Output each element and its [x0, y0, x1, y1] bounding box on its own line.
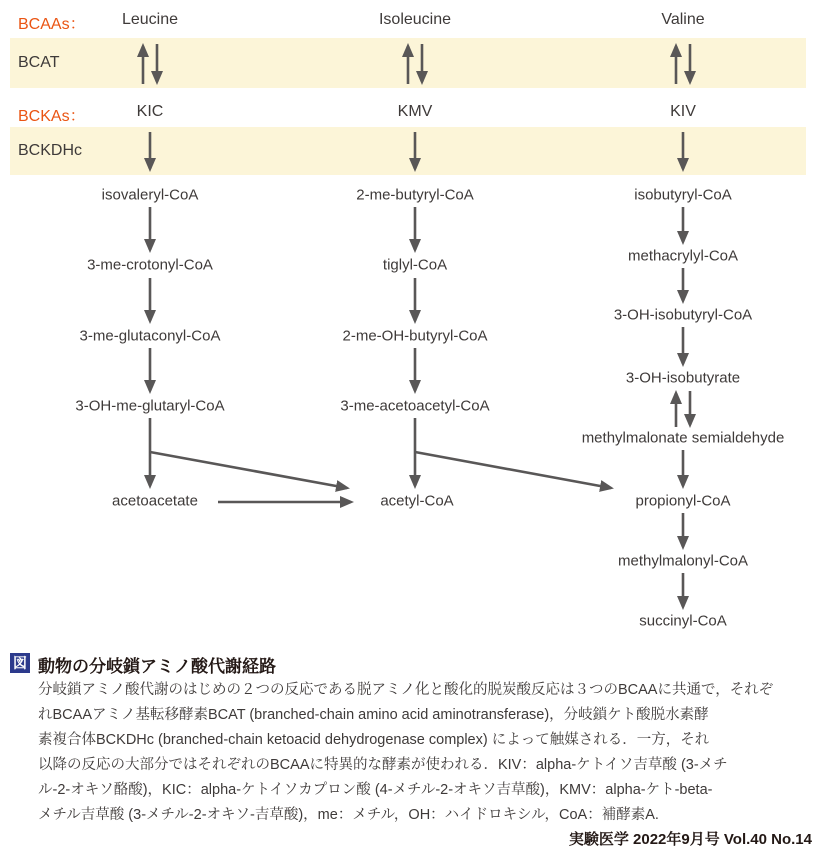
- metabolite-propionyl-coa: propionyl-CoA: [635, 492, 731, 510]
- metabolite-3-me-glutaconyl-coa: 3-me-glutaconyl-CoA: [79, 327, 221, 345]
- bcaas-row-label: BCAAs：: [18, 16, 86, 33]
- metabolite-acetyl-coa: acetyl-CoA: [380, 492, 454, 510]
- caption-header: [0, 650, 826, 674]
- metabolite-isobutyryl-coa: isobutyryl-CoA: [634, 186, 732, 204]
- caption-line-1: 分岐鎖アミノ酸代謝のはじめの２つの反応である脱アミノ化と酸化的脱炭酸反応は３つのBCAAに共通で，それぞ: [38, 682, 774, 698]
- arrow-acetoacetyl-to-propionyl-coa: [415, 452, 611, 488]
- bcat-enzyme-label: BCAT: [18, 54, 60, 71]
- keto-acid-kic: KIC: [136, 103, 164, 120]
- caption-line-5: ル-2-オキソ酪酸)，KIC：alpha-ケトイソカプロン酸 (4-メチル-2-オキソ吉草酸)，KMV：alpha-ケト-beta-: [38, 782, 713, 798]
- metabolite-succinyl-coa: succinyl-CoA: [639, 612, 727, 630]
- keto-acid-kiv: KIV: [670, 103, 696, 120]
- bckdhc-enzyme-label: BCKDHc: [18, 142, 83, 159]
- metabolite-3-me-crotonyl-coa: 3-me-crotonyl-CoA: [87, 256, 213, 274]
- caption-line-6: メチル吉草酸 (3-メチル-2-オキソ-吉草酸)，me：メチル，OH：ハイドロキシル，CoA：補酵素A.: [38, 807, 659, 823]
- metabolite-3-oh-me-glutaryl-coa: 3-OH-me-glutaryl-CoA: [75, 397, 225, 415]
- metabolite-3-oh-isobutyryl-coa: 3-OH-isobutyryl-CoA: [613, 306, 753, 324]
- metabolite-methacrylyl-coa: methacrylyl-CoA: [627, 247, 739, 265]
- metabolite-2-me-oh-butyryl-coa: 2-me-OH-butyryl-CoA: [342, 327, 488, 345]
- source-citation: 実験医学 2022年9月号 Vol.40 No.14: [568, 831, 812, 848]
- amino-acid-leucine: Leucine: [121, 11, 179, 28]
- arrow-glutaryl-to-acetyl-coa: [150, 452, 347, 488]
- bcat-band: [10, 38, 806, 88]
- metabolite-2-me-butyryl-coa: 2-me-butyryl-CoA: [356, 186, 474, 204]
- bckas-row-label: BCKAs：: [18, 108, 86, 125]
- metabolite-tiglyl-coa: tiglyl-CoA: [382, 256, 448, 274]
- figure-badge: 図: [10, 653, 30, 673]
- metabolite-methylmalonate-semialdehyde: methylmalonate semialdehyde: [581, 429, 785, 447]
- bckdhc-band: [10, 127, 806, 175]
- amino-acid-valine: Valine: [661, 11, 705, 28]
- metabolite-acetoacetate: acetoacetate: [112, 492, 198, 510]
- caption-line-3: 素複合体BCKDHc (branched-chain ketoacid dehydrogenase complex) によって触媒される．一方，それ: [38, 732, 710, 748]
- metabolite-3-me-acetoacetyl-coa: 3-me-acetoacetyl-CoA: [340, 397, 490, 415]
- amino-acid-isoleucine: Isoleucine: [378, 11, 452, 28]
- metabolite-methylmalonyl-coa: methylmalonyl-CoA: [617, 552, 749, 570]
- figure-title: 動物の分岐鎖アミノ酸代謝経路: [38, 657, 276, 676]
- caption-body: [38, 678, 814, 828]
- caption-line-2: れBCAAアミノ基転移酵素BCAT (branched-chain amino acid aminotransferase)，分岐鎖ケト酸脱水素酵: [38, 707, 709, 723]
- figure-caption: [0, 650, 826, 848]
- metabolite-3-oh-isobutyrate: 3-OH-isobutyrate: [625, 369, 741, 387]
- keto-acid-kmv: KMV: [397, 103, 433, 120]
- caption-line-4: 以降の反応の大部分ではそれぞれのBCAAに特異的な酵素が使われる．KIV：alpha-ケトイソ吉草酸 (3-メチ: [38, 757, 728, 773]
- metabolite-isovaleryl-coa: isovaleryl-CoA: [101, 186, 199, 204]
